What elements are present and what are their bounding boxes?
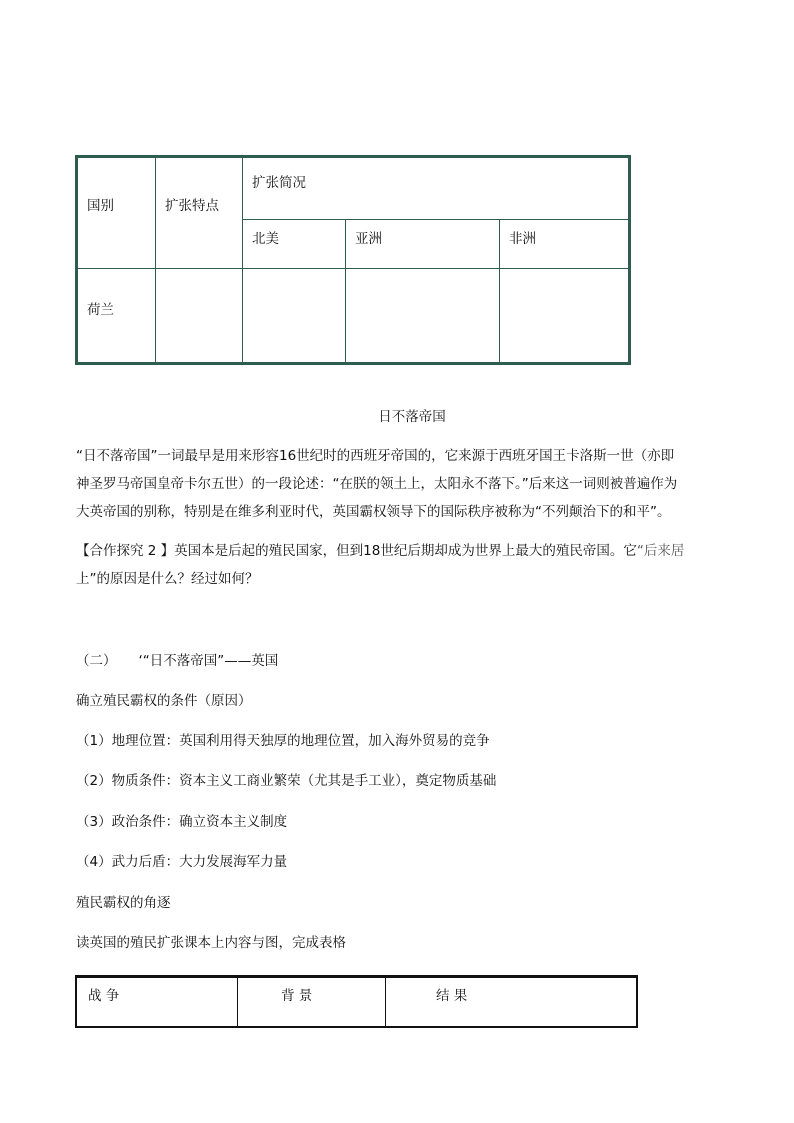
war-table [75, 975, 638, 1028]
header-africa: 非洲 [509, 231, 536, 247]
table-divider [237, 978, 238, 1026]
expansion-table [75, 155, 631, 365]
header-result: 结 果 [436, 988, 468, 1004]
header-asia: 亚洲 [355, 231, 382, 247]
cooperative-question-line-2: 上”的原因是什么？经过如何？ [76, 571, 259, 587]
subsection-heading [76, 648, 278, 674]
table-divider [78, 268, 628, 269]
header-country: 国别 [87, 198, 114, 214]
competition-heading: 殖民霸权的角逐 [76, 895, 171, 911]
condition-item-1: （1）地理位置：英国利用得天独厚的地理位置，加入海外贸易的竞争 [76, 733, 490, 749]
table-divider [345, 219, 346, 362]
condition-item-2: （2）物质条件：资本主义工商业繁荣（尤其是手工业），奠定物质基础 [76, 773, 497, 789]
header-background: 背 景 [281, 988, 313, 1004]
table-divider [385, 978, 386, 1026]
header-overview: 扩张简况 [252, 175, 306, 191]
subsection-label: （二） [76, 653, 117, 669]
header-war: 战 争 [88, 988, 120, 1004]
paragraph-line-2: 神圣罗马帝国皇帝卡尔五世）的一段论述：“在朕的领土上，太阳永不落下。”后来这一词则被普遍作为 [76, 476, 678, 492]
conditions-heading: 确立殖民霸权的条件（原因） [76, 693, 252, 709]
header-feature: 扩张特点 [165, 198, 219, 214]
cooperative-question-line-1 [76, 538, 684, 564]
subsection-title: ‘“日不落帝国”——英国 [138, 653, 279, 669]
instruction-text: 读英国的殖民扩张课本上内容与图，完成表格 [76, 935, 346, 951]
row-country-netherlands: 荷兰 [87, 302, 114, 318]
header-north-america: 北美 [252, 231, 279, 247]
condition-item-4: （4）武力后盾：大力发展海军力量 [76, 854, 288, 870]
paragraph-line-1: “日不落帝国”一词最早是用来形容16世纪时的西班牙帝国的，它来源于西班牙国王卡洛斯一世（亦即 [76, 448, 675, 464]
paragraph-line-3: 大英帝国的别称，特别是在维多利亚时代，英国霸权领导下的国际秩序被称为“不列颠治下的和平”。 [76, 504, 671, 520]
table-divider [242, 219, 628, 220]
table-divider [499, 219, 500, 362]
cooperative-question-main: 【合作探究 2 】英国本是后起的殖民国家，但到18世纪后期却成为世界上最大的殖民帝国。它 [76, 543, 637, 559]
cooperative-question-tail: “后来居 [636, 543, 685, 559]
table-divider [242, 158, 243, 362]
section-title: 日不落帝国 [378, 409, 446, 425]
table-divider [155, 158, 156, 362]
condition-item-3: （3）政治条件：确立资本主义制度 [76, 814, 288, 830]
